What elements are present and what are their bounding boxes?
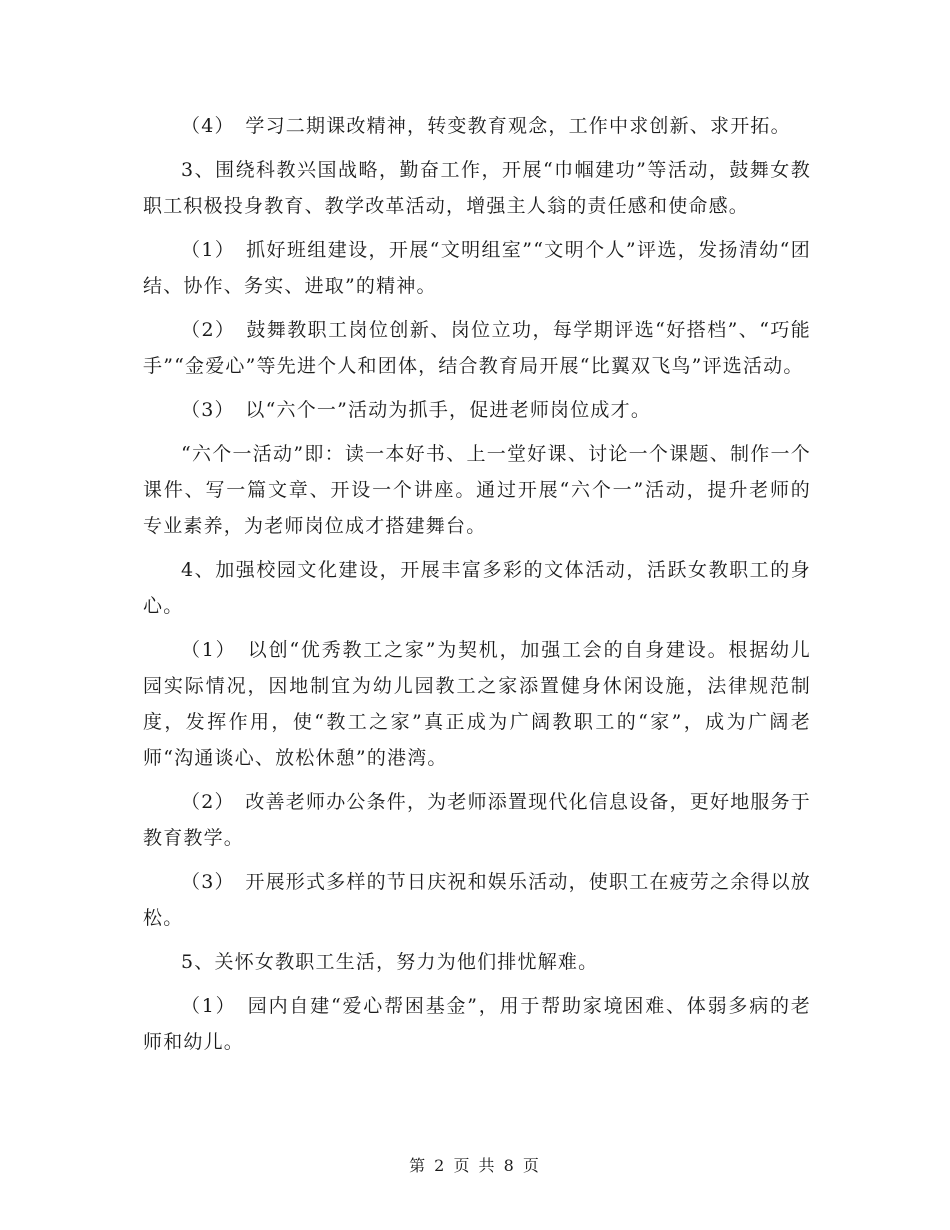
paragraph-8: （1） 以创“优秀教工之家”为契机，加强工会的自身建设。根据幼儿园实际情况，因地制宜为幼儿园教工之家添置健身休闲设施，法律规范制度，发挥作用，使“教工之家”真正成为广阔教职工的“家”，成为广阔老师“沟通谈心、放松休憩”的港湾。 — [143, 639, 811, 769]
paragraph-11: 5、关怀女教职工生活，努力为他们排忧解难。 — [181, 951, 599, 973]
paragraph-12: （1） 园内自建“爱心帮困基金”，用于帮助家境困难、体弱多病的老师和幼儿。 — [143, 995, 811, 1053]
paragraph-3: （1） 抓好班组建设，开展“文明组室”“文明个人”评选，发扬清幼“团结、协作、务实、进取”的精神。 — [143, 239, 811, 297]
paragraph-4: （2） 鼓舞教职工岗位创新、岗位立功，每学期评选“好搭档”、“巧能手”“金爱心”等先进个人和团体，结合教育局开展“比翼双飞鸟”评选活动。 — [143, 319, 811, 377]
paragraph-9: （2） 改善老师办公条件，为老师添置现代化信息设备，更好地服务于教育教学。 — [143, 791, 811, 849]
paragraph-10: （3） 开展形式多样的节日庆祝和娱乐活动，使职工在疲劳之余得以放松。 — [143, 871, 811, 929]
paragraph-2: 3、围绕科教兴国战略，勤奋工作，开展“巾帼建功”等活动，鼓舞女教职工积极投身教育、教学改革活动，增强主人翁的责任感和使命感。 — [143, 159, 811, 217]
page-number-footer: 第 2 页 共 8 页 — [409, 1156, 541, 1175]
paragraph-1: （4） 学习二期课改精神，转变教育观念，工作中求创新、求开拓。 — [181, 115, 791, 137]
paragraph-6: “六个一活动”即：读一本好书、上一堂好课、讨论一个课题、制作一个课件、写一篇文章、开设一个讲座。通过开展“六个一”活动，提升老师的专业素养，为老师岗位成才搭建舞台。 — [143, 443, 811, 537]
paragraph-5: （3） 以“六个一”活动为抓手，促进老师岗位成才。 — [181, 399, 652, 421]
document-body — [143, 108, 811, 1068]
paragraph-7: 4、加强校园文化建设，开展丰富多彩的文体活动，活跃女教职工的身心。 — [143, 559, 811, 617]
